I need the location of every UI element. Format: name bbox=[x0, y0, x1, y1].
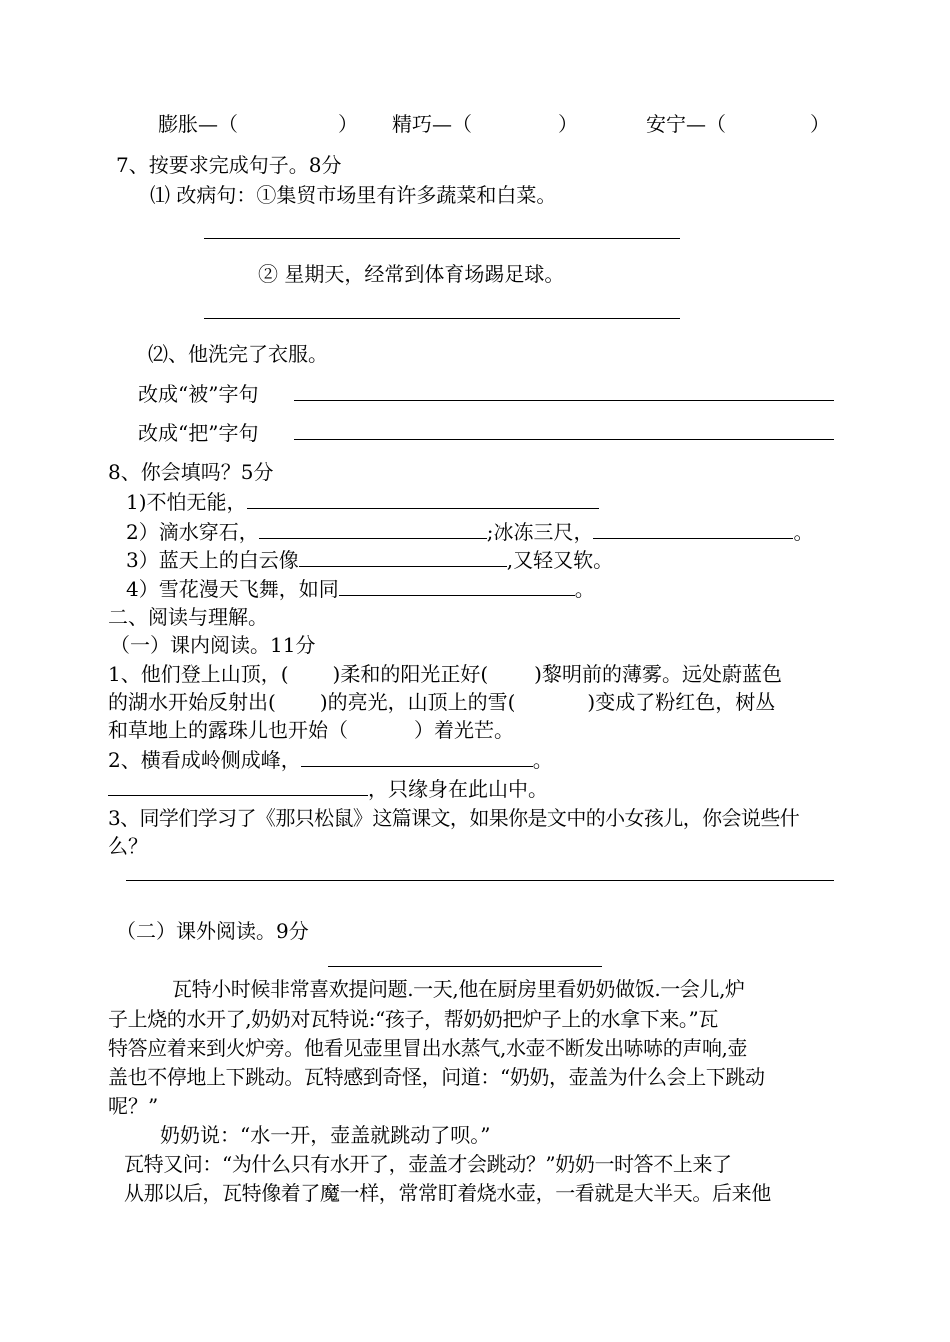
text-segment: 2、横看成岭侧成峰， bbox=[108, 748, 301, 772]
word-pair-label: 安宁—（ bbox=[646, 112, 726, 136]
answer-blank[interactable] bbox=[593, 518, 793, 539]
reading-2-line-2 bbox=[108, 775, 548, 803]
reading-3-line-1: 3、同学们学习了《那只松鼠》这篇课文，如果你是文中的小女孩儿，你会说些什 bbox=[108, 806, 800, 830]
answer-blank[interactable] bbox=[301, 746, 533, 767]
story-line-5: 呢？” bbox=[108, 1094, 159, 1118]
item-text: 1)不怕无能， bbox=[126, 490, 247, 514]
item-text: 2）滴水穿石， bbox=[126, 520, 259, 544]
q7-sub2: ⑵、他洗完了衣服。 bbox=[148, 342, 328, 366]
q7-title: 7、按要求完成句子。8分 bbox=[116, 153, 342, 177]
answer-blank[interactable] bbox=[108, 775, 368, 796]
text-segment: )的亮光，山顶上的雪( bbox=[319, 690, 516, 714]
answer-blank[interactable] bbox=[247, 488, 599, 509]
subsection-1-title: （一）课内阅读。11分 bbox=[110, 633, 316, 657]
text-segment: ）着光芒。 bbox=[414, 718, 514, 742]
ba-sentence-label: 改成“把”字句 bbox=[138, 421, 259, 445]
q8-title: 8、你会填吗？5分 bbox=[108, 460, 274, 484]
story-line-8: 从那以后，瓦特像着了魔一样，常常盯着烧水壶，一看就是大半天。后来他 bbox=[124, 1181, 771, 1205]
q8-item-4 bbox=[126, 575, 595, 603]
section-2-title: 二、阅读与理解。 bbox=[108, 605, 268, 629]
story-line-3: 特答应着来到火炉旁。他看见壶里冒出水蒸气,水壶不断发出哧哧的声响,壶 bbox=[108, 1036, 748, 1060]
story-line-6: 奶奶说：“水一开，壶盖就跳动了呗。” bbox=[160, 1123, 491, 1147]
answer-line[interactable] bbox=[204, 238, 680, 239]
answer-blank[interactable] bbox=[339, 575, 575, 596]
word-pair-3 bbox=[646, 110, 830, 138]
item-text: 3）蓝天上的白云像 bbox=[126, 548, 299, 572]
reading-1-line-2 bbox=[108, 688, 775, 716]
answer-line[interactable] bbox=[294, 439, 834, 440]
text-segment: 1、他们登上山顶，( bbox=[108, 662, 289, 686]
q7-sub1: ⑴ 改病句：①集贸市场里有许多蔬菜和白菜。 bbox=[150, 183, 557, 207]
word-pair-label: 精巧—（ bbox=[392, 112, 472, 136]
word-pair-2 bbox=[392, 110, 578, 138]
story-line-4: 盖也不停地上下跳动。瓦特感到奇怪，问道：“奶奶，壶盖为什么会上下跳动 bbox=[108, 1065, 765, 1089]
item-text: 4）雪花漫天飞舞，如同 bbox=[126, 577, 339, 601]
item-text: ;冰冻三尺， bbox=[486, 520, 594, 544]
paren-close: ） bbox=[558, 112, 578, 136]
reading-2-line-1 bbox=[108, 746, 553, 774]
answer-line[interactable] bbox=[126, 880, 834, 881]
paren-close: ） bbox=[810, 112, 830, 136]
text-segment: )柔和的阳光正好( bbox=[332, 662, 489, 686]
answer-blank[interactable] bbox=[299, 546, 507, 567]
text-segment: )黎明前的薄雾。远处蔚蓝色 bbox=[534, 662, 782, 686]
answer-blank[interactable] bbox=[259, 518, 487, 539]
q8-item-3 bbox=[126, 546, 613, 574]
story-title-blank[interactable] bbox=[328, 966, 602, 967]
q8-item-1 bbox=[126, 488, 599, 516]
reading-1-line-3 bbox=[108, 716, 514, 744]
text-segment: )变成了粉红色，树丛 bbox=[587, 690, 776, 714]
reading-3-line-2: 么？ bbox=[108, 834, 148, 858]
item-text: 。 bbox=[574, 577, 595, 601]
word-pair-1 bbox=[158, 110, 358, 138]
item-text: ,又轻又软。 bbox=[506, 548, 614, 572]
story-line-2: 子上烧的水开了,奶奶对瓦特说:“孩子，帮奶奶把炉子上的水拿下来。”瓦 bbox=[108, 1007, 718, 1031]
story-line-1: 瓦特小时候非常喜欢提问题.一天,他在厨房里看奶奶做饭.一会儿,炉 bbox=[172, 977, 745, 1001]
answer-line[interactable] bbox=[204, 318, 680, 319]
q7-sub1b: ② 星期天，经常到体育场踢足球。 bbox=[258, 262, 565, 286]
text-segment: ，只缘身在此山中。 bbox=[368, 777, 548, 801]
answer-line[interactable] bbox=[294, 400, 834, 401]
reading-1-line-1 bbox=[108, 660, 782, 688]
text-segment: 的湖水开始反射出( bbox=[108, 690, 276, 714]
item-text: 。 bbox=[793, 520, 814, 544]
bei-sentence-label: 改成“被”字句 bbox=[138, 382, 259, 406]
text-segment: 。 bbox=[532, 748, 553, 772]
q8-item-2 bbox=[126, 518, 813, 546]
story-line-7: 瓦特又问：“为什么只有水开了，壶盖才会跳动？”奶奶一时答不上来了 bbox=[124, 1152, 732, 1176]
word-pair-label: 膨胀—（ bbox=[158, 112, 238, 136]
paren-close: ） bbox=[338, 112, 358, 136]
subsection-2-title: （二）课外阅读。9分 bbox=[116, 919, 309, 943]
text-segment: 和草地上的露珠儿也开始（ bbox=[108, 718, 348, 742]
